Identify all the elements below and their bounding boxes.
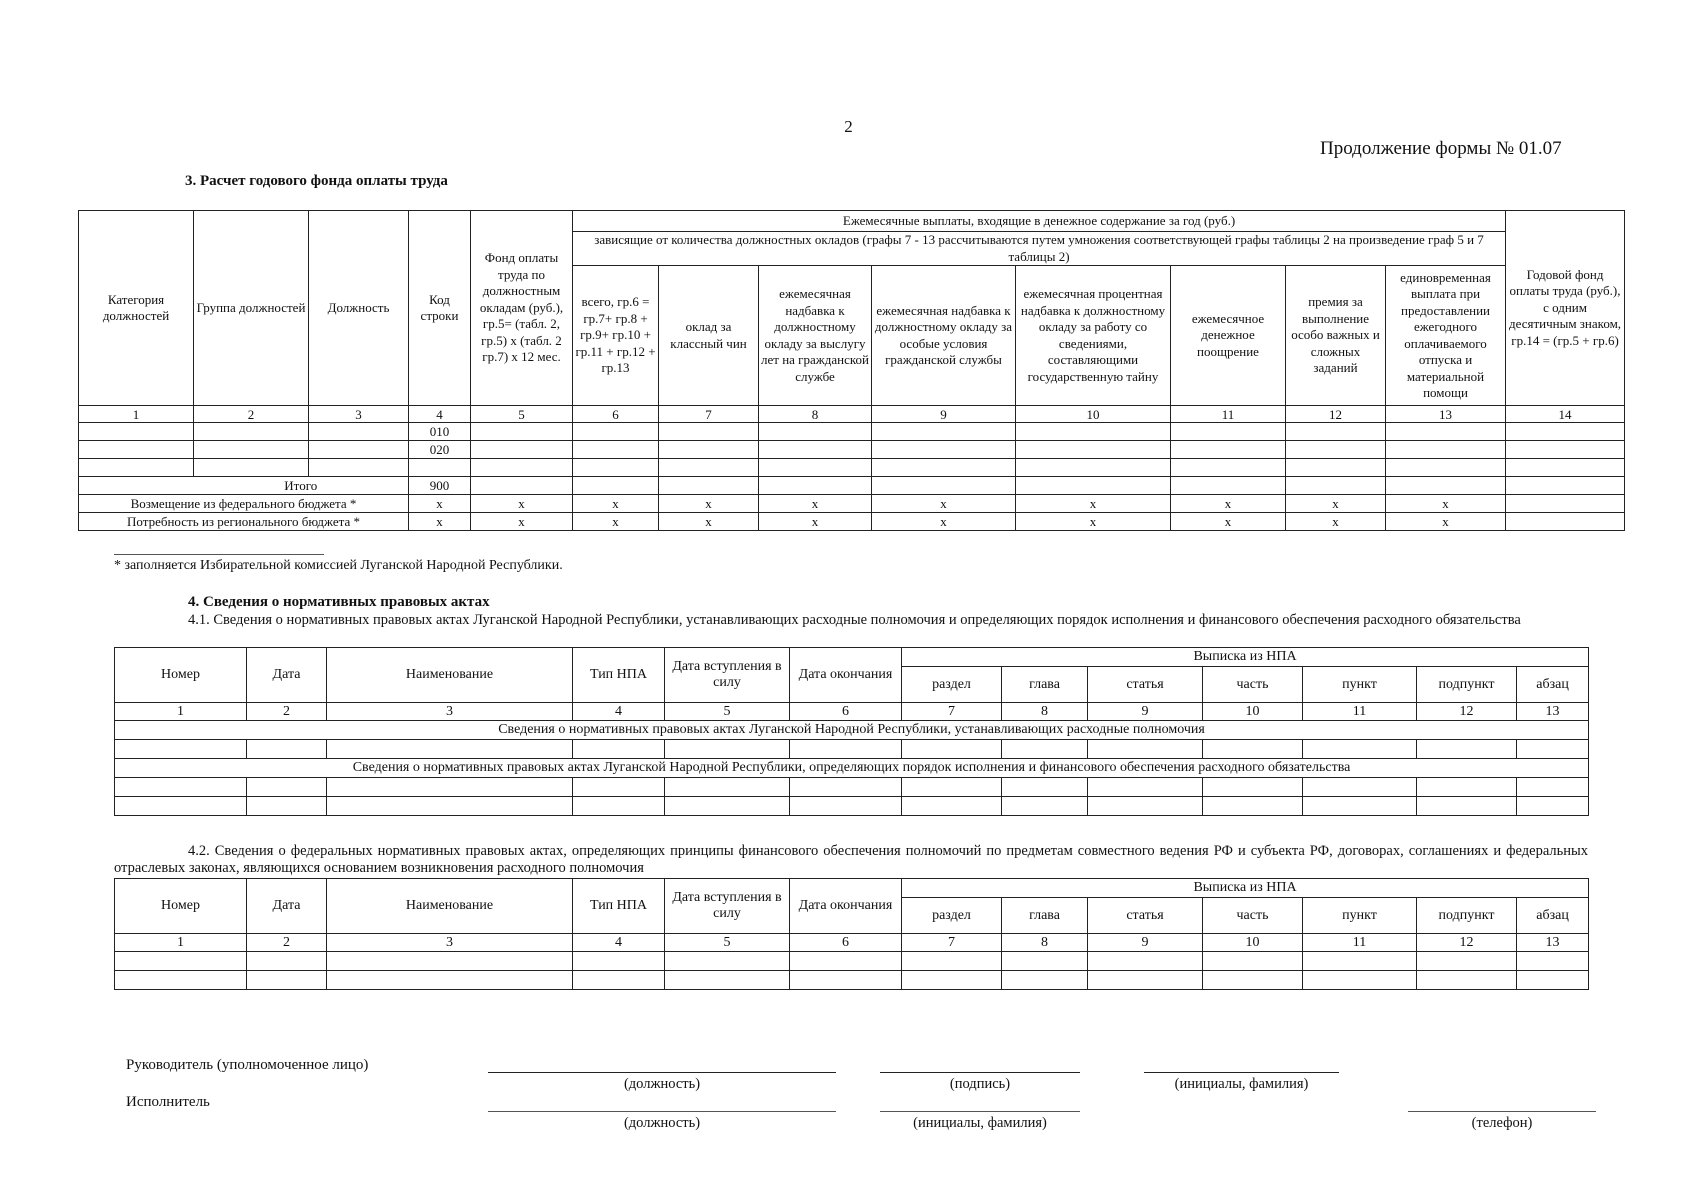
header-end-date: Дата окончания <box>790 879 902 934</box>
col-num: 11 <box>1171 406 1286 423</box>
col-num: 13 <box>1386 406 1506 423</box>
header-chapter: глава <box>1002 667 1088 703</box>
header-fund: Фонд оплаты труда по должностным окладам (руб.), гр.5= (табл. 2, гр.5) x (табл. 2 гр.7) x 12 мес. <box>471 211 573 406</box>
column-number-row <box>115 703 1589 721</box>
header-date: Дата <box>247 648 327 703</box>
column-number-row <box>79 406 1625 423</box>
col-num: 8 <box>759 406 872 423</box>
header-date: Дата <box>247 879 327 934</box>
group-label: Сведения о нормативных правовых актах Луганской Народной Республики, определяющих порядок исполнения и финансового обеспечения расходного обязательства <box>115 759 1589 778</box>
col-num: 3 <box>327 934 573 952</box>
x-mark: x <box>759 495 872 513</box>
form-continuation-label: Продолжение формы № 01.07 <box>1320 138 1562 159</box>
x-mark: x <box>1016 495 1171 513</box>
x-mark: x <box>409 513 471 531</box>
header-part: часть <box>1203 898 1303 934</box>
x-mark: x <box>872 513 1016 531</box>
header-type: Тип НПА <box>573 648 665 703</box>
x-mark: x <box>659 513 759 531</box>
col-num: 5 <box>471 406 573 423</box>
regional-row <box>79 513 1625 531</box>
table-row <box>115 952 1589 971</box>
x-mark: x <box>1386 495 1506 513</box>
section-3-title: 3. Расчет годового фонда оплаты труда <box>185 173 448 189</box>
table-row <box>79 423 1625 441</box>
federal-label: Возмещение из федерального бюджета * <box>79 495 409 513</box>
total-row <box>79 477 1625 495</box>
col-num: 10 <box>1203 703 1303 721</box>
col-num: 11 <box>1303 934 1417 952</box>
x-mark: x <box>872 495 1016 513</box>
section-4-1-text: 4.1. Сведения о нормативных правовых актах Луганской Народной Республики, устанавливающих расходные полномочия и определяющих порядок исполнения и финансового обеспечения расходного обязательства <box>188 612 1521 628</box>
col-num: 1 <box>115 934 247 952</box>
header-secret: ежемесячная процентная надбавка к должностному окладу за работу со сведениями, составляющими государственную тайну <box>1016 266 1171 406</box>
header-premium: премия за выполнение особо важных и сложных заданий <box>1286 266 1386 406</box>
header-point: пункт <box>1303 667 1417 703</box>
x-mark: x <box>573 513 659 531</box>
section-4-title: 4. Сведения о нормативных правовых актах <box>188 594 490 610</box>
header-name: Наименование <box>327 648 573 703</box>
header-extract: Выписка из НПА <box>902 879 1589 898</box>
table-row <box>115 778 1589 797</box>
header-type: Тип НПА <box>573 879 665 934</box>
header-subpoint: подпункт <box>1417 898 1517 934</box>
col-num: 13 <box>1517 934 1589 952</box>
page-number: 2 <box>844 117 853 136</box>
x-mark: x <box>659 495 759 513</box>
executor-phone-caption: (телефон) <box>1471 1115 1533 1131</box>
header-special: ежемесячная надбавка к должностному окладу за особые условия гражданской службы <box>872 266 1016 406</box>
head-position-line <box>488 1072 836 1073</box>
x-mark: x <box>1386 513 1506 531</box>
regional-label: Потребность из регионального бюджета * <box>79 513 409 531</box>
header-part: часть <box>1203 667 1303 703</box>
head-position-caption: (должность) <box>623 1076 701 1092</box>
col-num: 13 <box>1517 703 1589 721</box>
group-row-establishing <box>115 721 1589 740</box>
col-num: 10 <box>1203 934 1303 952</box>
col-num: 4 <box>573 934 665 952</box>
x-mark: x <box>573 495 659 513</box>
header-start-date: Дата вступления в силу <box>665 648 790 703</box>
header-section: раздел <box>902 667 1002 703</box>
executor-label: Исполнитель <box>126 1094 210 1110</box>
x-mark: x <box>759 513 872 531</box>
header-start-date: Дата вступления в силу <box>665 879 790 934</box>
header-one-time: единовременная выплата при предоставлении ежегодного оплачиваемого отпуска и материальной помощи <box>1386 266 1506 406</box>
col-num: 4 <box>409 406 471 423</box>
col-num: 6 <box>790 703 902 721</box>
col-num: 12 <box>1417 934 1517 952</box>
header-article: статья <box>1088 667 1203 703</box>
col-num: 1 <box>115 703 247 721</box>
col-num: 14 <box>1506 406 1625 423</box>
federal-acts-table <box>114 878 1589 990</box>
header-bonus: ежемесячное денежное поощрение <box>1171 266 1286 406</box>
annual-payroll-table <box>78 210 1625 531</box>
header-category: Категория должностей <box>79 211 194 406</box>
executor-position-line <box>488 1111 836 1112</box>
col-num: 12 <box>1417 703 1517 721</box>
footnote: * заполняется Избирательной комиссией Луганской Народной Республики. <box>114 558 563 573</box>
federal-row <box>79 495 1625 513</box>
total-code: 900 <box>409 477 471 495</box>
col-num: 5 <box>665 934 790 952</box>
col-num: 3 <box>327 703 573 721</box>
header-rank: оклад за классный чин <box>659 266 759 406</box>
col-num: 8 <box>1002 703 1088 721</box>
col-num: 11 <box>1303 703 1417 721</box>
col-num: 6 <box>790 934 902 952</box>
executor-position-caption: (должность) <box>623 1115 701 1131</box>
regional-acts-table <box>114 647 1589 816</box>
header-annual-fund: Годовой фонд оплаты труда (руб.), с одним десятичным знаком, гр.14 = (гр.5 + гр.6) <box>1506 211 1625 406</box>
col-num: 9 <box>1088 934 1203 952</box>
executor-initials-caption: (инициалы, фамилия) <box>913 1115 1047 1131</box>
col-num: 10 <box>1016 406 1171 423</box>
col-num: 5 <box>665 703 790 721</box>
head-initials-line <box>1144 1072 1339 1073</box>
col-num: 2 <box>194 406 309 423</box>
col-num: 7 <box>902 703 1002 721</box>
col-num: 12 <box>1286 406 1386 423</box>
column-number-row <box>115 934 1589 952</box>
group-label: Сведения о нормативных правовых актах Луганской Народной Республики, устанавливающих расходные полномочия <box>115 721 1589 740</box>
table-row <box>79 459 1625 477</box>
header-article: статья <box>1088 898 1203 934</box>
table-row <box>115 740 1589 759</box>
header-position: Должность <box>309 211 409 406</box>
header-group: Группа должностей <box>194 211 309 406</box>
x-mark: x <box>1171 495 1286 513</box>
row-code <box>409 459 471 477</box>
col-num: 9 <box>872 406 1016 423</box>
col-num: 7 <box>902 934 1002 952</box>
x-mark: x <box>1286 513 1386 531</box>
table-row <box>79 441 1625 459</box>
col-num: 6 <box>573 406 659 423</box>
header-extract: Выписка из НПА <box>902 648 1589 667</box>
col-num: 1 <box>79 406 194 423</box>
head-label: Руководитель (уполномоченное лицо) <box>126 1057 369 1073</box>
col-num: 4 <box>573 703 665 721</box>
header-number: Номер <box>115 648 247 703</box>
executor-phone-line <box>1408 1111 1596 1112</box>
header-section: раздел <box>902 898 1002 934</box>
header-monthly-payments: Ежемесячные выплаты, входящие в денежное содержание за год (руб.) <box>573 211 1506 232</box>
header-total: всего, гр.6 = гр.7+ гр.8 + гр.9+ гр.10 + гр.11 + гр.12 + гр.13 <box>573 266 659 406</box>
x-mark: x <box>409 495 471 513</box>
header-paragraph: абзац <box>1517 667 1589 703</box>
header-seniority: ежемесячная надбавка к должностному окладу за выслугу лет на гражданской службе <box>759 266 872 406</box>
x-mark: x <box>1171 513 1286 531</box>
header-point: пункт <box>1303 898 1417 934</box>
row-code: 010 <box>409 423 471 441</box>
header-paragraph: абзац <box>1517 898 1589 934</box>
header-chapter: глава <box>1002 898 1088 934</box>
header-end-date: Дата окончания <box>790 648 902 703</box>
x-mark: x <box>471 513 573 531</box>
header-name: Наименование <box>327 879 573 934</box>
header-code: Код строки <box>409 211 471 406</box>
head-signature-caption: (подпись) <box>949 1076 1011 1092</box>
executor-initials-line <box>880 1111 1080 1112</box>
col-num: 7 <box>659 406 759 423</box>
table-row <box>115 797 1589 816</box>
head-initials-caption: (инициалы, фамилия) <box>1174 1076 1309 1092</box>
row-code: 020 <box>409 441 471 459</box>
x-mark: x <box>1286 495 1386 513</box>
col-num: 2 <box>247 934 327 952</box>
section-4-2-text: 4.2. Сведения о федеральных нормативных правовых актах, определяющих принципы финансового обеспечения полномочий по предметам совместного ведения РФ и субъекта РФ, договорах, соглашениях и федеральных отраслевых законах, являющихся основанием возникновения расходного полномочия <box>114 843 1588 876</box>
header-subpoint: подпункт <box>1417 667 1517 703</box>
x-mark: x <box>471 495 573 513</box>
col-num: 3 <box>309 406 409 423</box>
x-mark: x <box>1016 513 1171 531</box>
group-row-determining <box>115 759 1589 778</box>
header-dependent: зависящие от количества должностных окладов (графы 7 - 13 рассчитываются путем умножения соответствующей графы таблицы 2 на произведение граф 5 и 7 таблицы 2) <box>573 232 1506 266</box>
footnote-divider <box>114 554 324 555</box>
total-label: Итого <box>194 477 409 495</box>
head-signature-line <box>880 1072 1080 1073</box>
col-num: 8 <box>1002 934 1088 952</box>
col-num: 2 <box>247 703 327 721</box>
header-number: Номер <box>115 879 247 934</box>
col-num: 9 <box>1088 703 1203 721</box>
table-row <box>115 971 1589 990</box>
